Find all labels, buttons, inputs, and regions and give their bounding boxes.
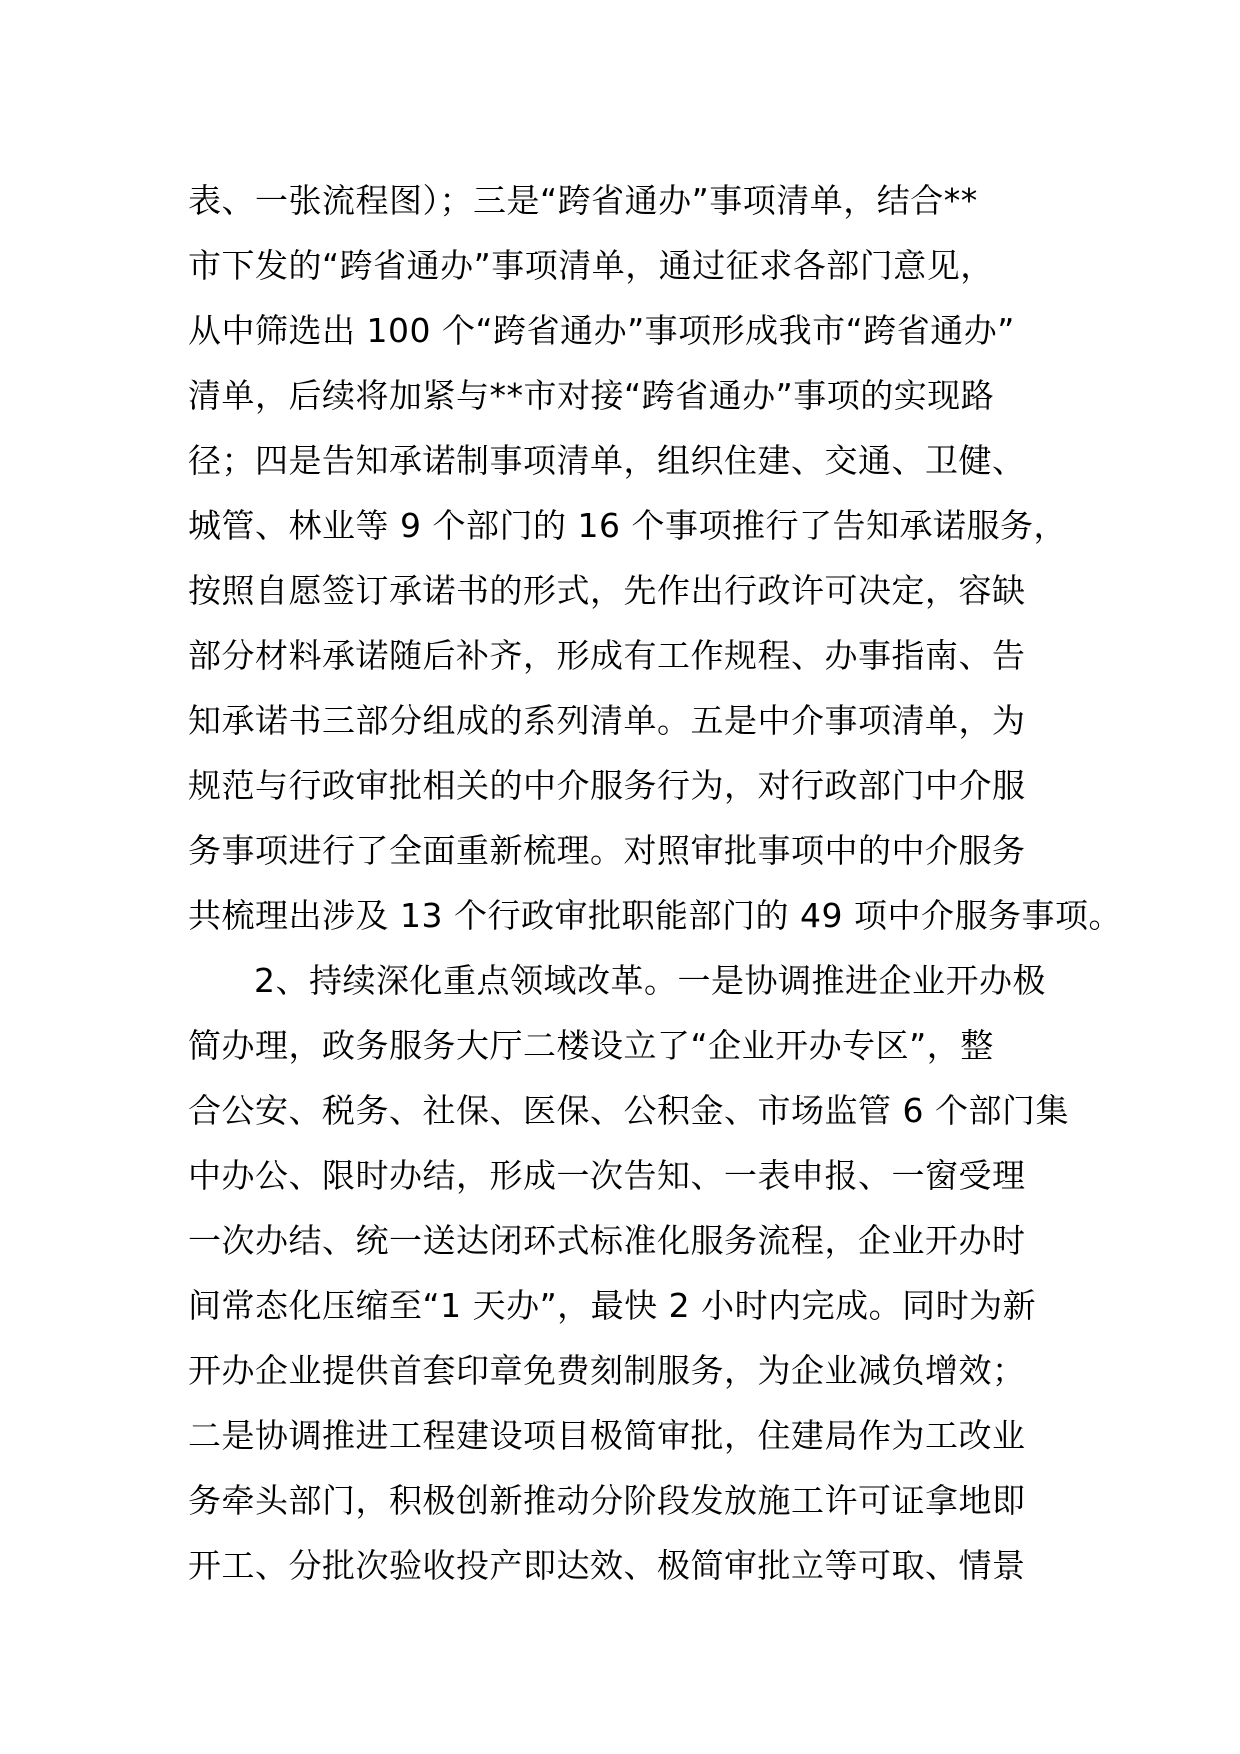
text-line: 共梳理出涉及 13 个行政审批职能部门的 49 项中介服务事项。 (188, 896, 1122, 935)
text-line: 务牵头部门，积极创新推动分阶段发放施工许可证拿地即 (188, 1481, 1026, 1520)
text-line: 二是协调推进工程建设项目极简审批，住建局作为工改业 (188, 1416, 1026, 1455)
text-line: 务事项进行了全面重新梳理。对照审批事项中的中介服务 (188, 831, 1026, 870)
text-line: 规范与行政审批相关的中介服务行为，对行政部门中介服 (188, 766, 1026, 805)
text-line: 径；四是告知承诺制事项清单，组织住建、交通、卫健、 (188, 441, 1026, 480)
paragraph-start-line: 2、持续深化重点领域改革。一是协调推进企业开办极 (254, 961, 1046, 1000)
document-body (188, 168, 1122, 1598)
text-line: 简办理，政务服务大厅二楼设立了“企业开办专区”，整 (188, 1026, 994, 1065)
text-line: 中办公、限时办结，形成一次告知、一表申报、一窗受理 (188, 1156, 1026, 1195)
text-line: 知承诺书三部分组成的系列清单。五是中介事项清单，为 (188, 701, 1026, 740)
text-line: 间常态化压缩至“1 天办”，最快 2 小时内完成。同时为新 (188, 1286, 1037, 1325)
text-line: 按照自愿签订承诺书的形式，先作出行政许可决定，容缺 (188, 571, 1026, 610)
text-line: 合公安、税务、社保、医保、公积金、市场监管 6 个部门集 (188, 1091, 1069, 1130)
text-line: 部分材料承诺随后补齐，形成有工作规程、办事指南、告 (188, 636, 1026, 675)
text-line: 市下发的“跨省通办”事项清单，通过征求各部门意见， (188, 246, 994, 285)
text-line: 开工、分批次验收投产即达效、极简审批立等可取、情景 (188, 1546, 1026, 1585)
text-line: 开办企业提供首套印章免费刻制服务，为企业减负增效； (188, 1351, 1026, 1390)
text-line: 一次办结、统一送达闭环式标准化服务流程，企业开办时 (188, 1221, 1026, 1260)
text-line: 表、一张流程图）；三是“跨省通办”事项清单，结合** (188, 181, 978, 220)
text-line: 从中筛选出 100 个“跨省通办”事项形成我市“跨省通办” (188, 311, 1015, 350)
text-line: 清单，后续将加紧与**市对接“跨省通办”事项的实现路 (188, 376, 995, 415)
text-line: 城管、林业等 9 个部门的 16 个事项推行了告知承诺服务， (188, 506, 1067, 545)
